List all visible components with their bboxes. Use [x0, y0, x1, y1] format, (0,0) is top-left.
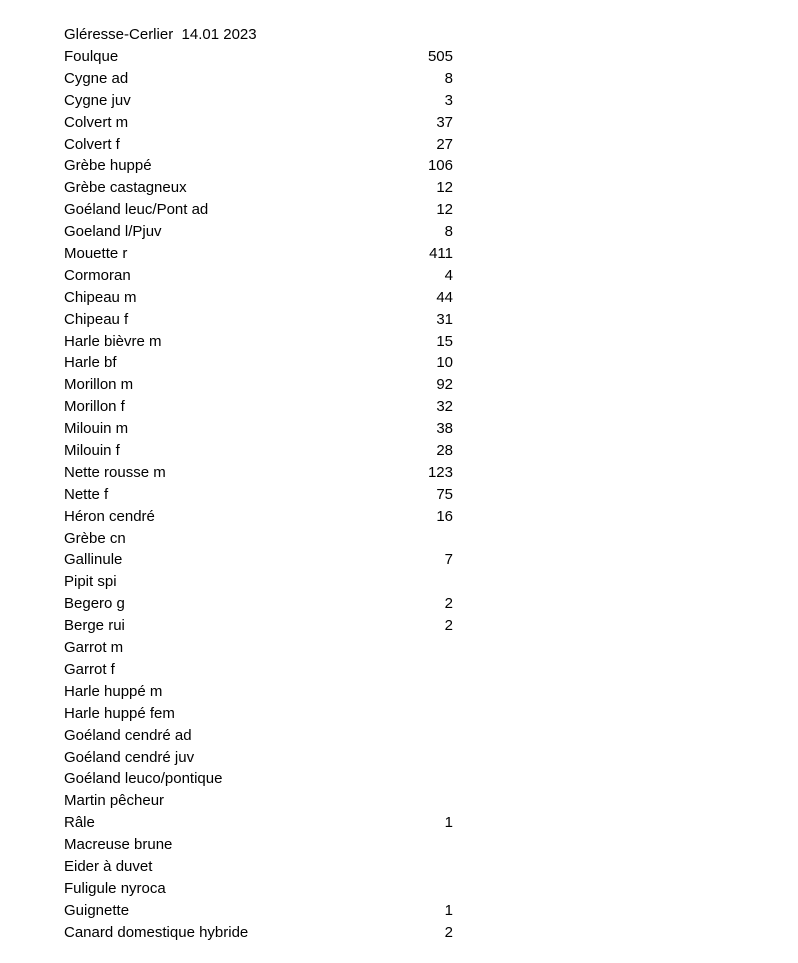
- species-count: 1: [444, 814, 453, 832]
- species-name: Goéland leuc/Pont ad: [64, 201, 209, 219]
- species-count: 92: [436, 376, 453, 394]
- species-row: [64, 462, 464, 484]
- species-row: [64, 593, 464, 615]
- species-row: [64, 177, 464, 199]
- species-row: [64, 374, 464, 396]
- species-name: Mouette r: [64, 245, 128, 263]
- species-count: 37: [436, 113, 453, 131]
- species-row: [64, 396, 464, 418]
- species-count: 123: [427, 463, 453, 481]
- species-count: 44: [436, 288, 453, 306]
- sheet-title: Gléresse-Cerlier 14.01 2023: [64, 26, 257, 43]
- species-row: [64, 834, 464, 856]
- species-name: Cygne juv: [64, 91, 131, 109]
- species-row: [64, 90, 464, 112]
- species-count: 505: [427, 48, 453, 65]
- species-count: 12: [436, 179, 453, 197]
- species-name: Fuligule nyroca: [64, 879, 166, 897]
- species-count: 31: [436, 310, 453, 328]
- species-name: Martin pêcheur: [64, 792, 165, 810]
- species-name: Grèbe huppé: [64, 157, 152, 175]
- species-name: Milouin f: [64, 442, 120, 460]
- species-row: [64, 637, 464, 659]
- species-name: Harle huppé fem: [64, 704, 175, 722]
- species-name: Chipeau m: [64, 288, 137, 306]
- species-name: Begero g: [64, 595, 125, 613]
- species-name: Cormoran: [64, 266, 131, 284]
- species-count: 2: [444, 923, 453, 941]
- species-name: Goéland cendré juv: [64, 748, 195, 766]
- species-row: [64, 46, 464, 68]
- species-name: Guignette: [64, 901, 130, 919]
- species-row: [64, 681, 464, 703]
- species-count: 8: [444, 223, 453, 241]
- species-name: Harle huppé m: [64, 682, 163, 700]
- species-row: [64, 790, 464, 812]
- species-row: [64, 571, 464, 593]
- species-count: 38: [436, 420, 453, 438]
- species-name: Nette rousse m: [64, 463, 166, 481]
- species-name: Berge rui: [64, 617, 125, 635]
- species-name: Râle: [64, 814, 95, 832]
- species-name: Pipit spi: [64, 573, 117, 591]
- species-name: Grèbe castagneux: [64, 179, 187, 197]
- species-name: Macreuse brune: [64, 836, 173, 854]
- species-row: [64, 155, 464, 177]
- species-count: 2: [444, 617, 453, 635]
- species-count: 27: [436, 135, 453, 153]
- species-count: 3: [444, 91, 453, 109]
- species-row: [64, 68, 464, 90]
- species-count: 10: [436, 354, 453, 372]
- species-row: [64, 856, 464, 878]
- species-count: 28: [436, 442, 453, 460]
- species-name: Canard domestique hybride: [64, 923, 249, 941]
- species-row: [64, 506, 464, 528]
- species-row: [64, 352, 464, 374]
- species-row: [64, 747, 464, 769]
- species-row: [64, 922, 464, 944]
- species-name: Goéland cendré ad: [64, 726, 192, 744]
- species-count: 8: [444, 69, 453, 87]
- species-name: Goeland l/Pjuv: [64, 223, 162, 241]
- species-name: Nette f: [64, 485, 109, 503]
- species-count: 7: [444, 551, 453, 569]
- species-name: Héron cendré: [64, 507, 155, 525]
- species-count: 15: [436, 332, 453, 350]
- species-count: 16: [436, 507, 453, 525]
- species-name: Colvert f: [64, 135, 120, 153]
- species-name: Eider à duvet: [64, 857, 153, 875]
- species-name: Harle bièvre m: [64, 332, 162, 350]
- species-name: Garrot f: [64, 660, 115, 678]
- bird-count-sheet: [64, 24, 464, 944]
- species-name: Cygne ad: [64, 69, 129, 87]
- species-name: Gallinule: [64, 551, 123, 569]
- species-count: 1: [444, 901, 453, 919]
- species-row: [64, 659, 464, 681]
- species-count: 2: [444, 595, 453, 613]
- species-row: [64, 287, 464, 309]
- species-row: [64, 243, 464, 265]
- species-row: [64, 199, 464, 221]
- species-name: Garrot m: [64, 639, 124, 657]
- species-row: [64, 221, 464, 243]
- species-count: 411: [429, 245, 453, 263]
- species-name: Foulque: [64, 48, 119, 65]
- species-row: [64, 549, 464, 571]
- species-row: [64, 265, 464, 287]
- species-row: [64, 440, 464, 462]
- species-name: Morillon m: [64, 376, 134, 394]
- species-row: [64, 484, 464, 506]
- species-count: 32: [436, 398, 453, 416]
- species-name: Milouin m: [64, 420, 129, 438]
- species-count: 106: [427, 157, 453, 175]
- species-name: Harle bf: [64, 354, 117, 372]
- species-count: 75: [436, 485, 453, 503]
- species-name: Goéland leuco/pontique: [64, 770, 223, 788]
- species-count: 4: [444, 266, 453, 284]
- species-list: [64, 46, 464, 944]
- species-row: [64, 134, 464, 156]
- species-row: [64, 900, 464, 922]
- species-row: [64, 812, 464, 834]
- species-row: [64, 112, 464, 134]
- species-row: [64, 528, 464, 550]
- species-row: [64, 615, 464, 637]
- species-row: [64, 418, 464, 440]
- species-name: Morillon f: [64, 398, 125, 416]
- species-name: Chipeau f: [64, 310, 129, 328]
- species-row: [64, 703, 464, 725]
- species-count: 12: [436, 201, 453, 219]
- species-row: [64, 309, 464, 331]
- species-name: Colvert m: [64, 113, 129, 131]
- species-row: [64, 331, 464, 353]
- species-name: Grèbe cn: [64, 529, 126, 547]
- species-row: [64, 768, 464, 790]
- species-row: [64, 725, 464, 747]
- species-row: [64, 878, 464, 900]
